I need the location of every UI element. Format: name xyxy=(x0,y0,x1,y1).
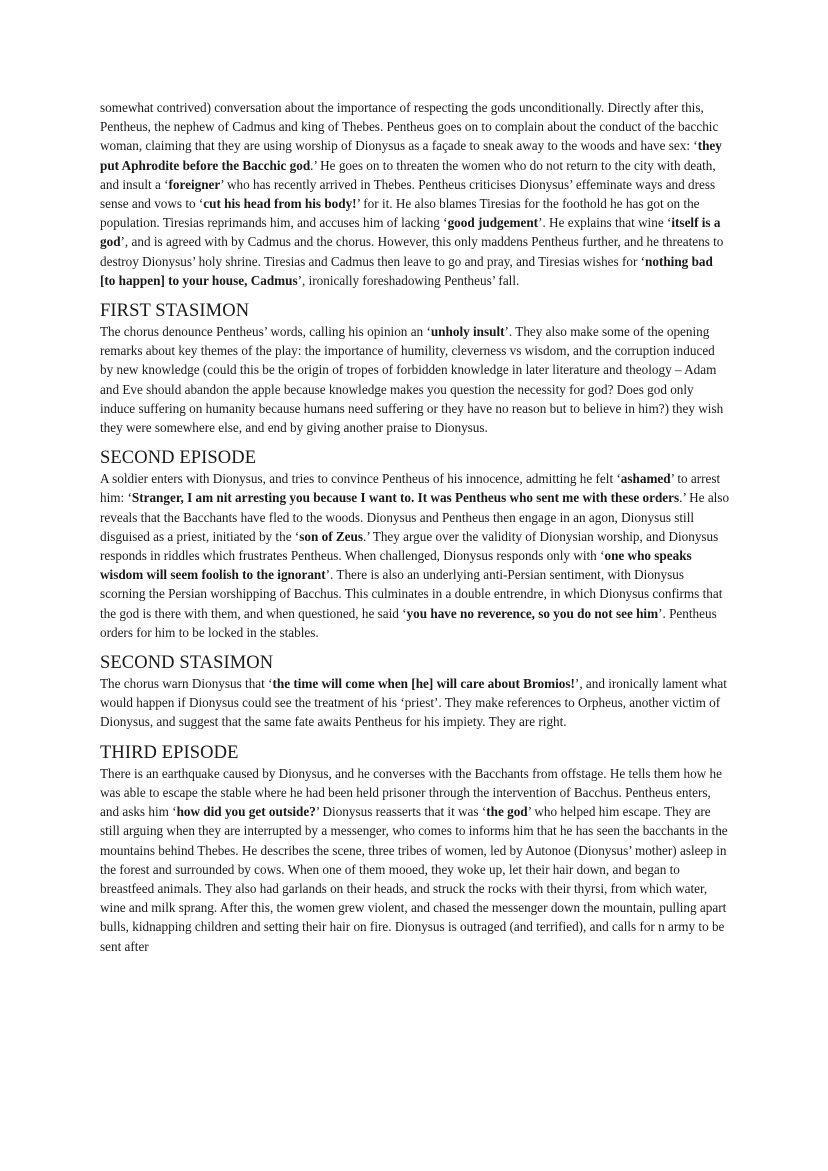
quote-span: foreigner xyxy=(168,176,221,192)
paragraph-third-episode xyxy=(100,764,730,956)
text-span: A soldier enters with Dionysus, and tries to convince Pentheus of his innocence, admitting he felt ‘ xyxy=(100,471,621,487)
text-span: ’ for it. He also blames Tiresias for the foothold he has got on the population. Tiresias reprimands him, and accuses him of lacking ‘ xyxy=(100,196,700,231)
quote-span: Stranger, I am nit arresting you because I want to. It was Pentheus who sent me with these orders xyxy=(131,490,680,506)
heading-second-episode: SECOND EPISODE xyxy=(100,448,257,469)
paragraph-first-stasimon xyxy=(100,322,730,437)
paragraph-second-episode xyxy=(100,469,730,642)
text-span: ’ who helped him escape. They are still arguing when they are interrupted by a messenger, who comes to informs him that he has seen the bacchants in the mountains behind Thebes. He describes the scene, three tribes of women, led by Autonoe (Dionysus’ mother) asleep in the forest and surrounded by cows. When one of them mooed, they woke up, let their hair down, and began to breastfeed animals. They also had garlands on their heads, and struck the rocks with their thyrsi, from which water, wine and milk sprang. After this, the women grew violent, and chased the messenger down the mountain, pulling apart bulls, kidnapping children and setting their hair on fire. Dionysus is outraged (and terrified), and calls for n army to be sent after xyxy=(100,804,728,954)
quote-span: one who speaks wisdom will seem foolish to the ignorant xyxy=(100,548,692,583)
text-span: ’. There is also an underlying anti-Persian sentiment, with Dionysus scorning the Persian worshipping of Bacchus. This culminates in a double entrendre, in which Dionysus confirms that the god is there with them, and when questioned, he said ‘ xyxy=(100,567,723,621)
heading-second-stasimon: SECOND STASIMON xyxy=(100,653,274,674)
text-span: ’, and ironically lament what would happen if Dionysus could see the treatment of his ‘priest’. They make references to Orpheus, another victim of Dionysus, and suggest that the same fate awaits Pentheus for his impiety. They are right. xyxy=(100,676,727,730)
quote-span: they put Aphrodite before the Bacchic god xyxy=(100,138,722,173)
text-span: ’. He explains that wine ‘ xyxy=(538,215,672,231)
text-span: ’ to arrest him: ‘ xyxy=(100,471,721,506)
text-span: ’ who has recently arrived in Thebes. Pentheus criticises Dionysus’ effeminate ways and dress sense and vows to ‘ xyxy=(100,176,716,212)
text-span: ’. Pentheus orders for him to be locked in the stables. xyxy=(100,605,717,640)
text-span: ’, ironically foreshadowing Pentheus’ fall. xyxy=(297,272,520,288)
text-span: ’. They also make some of the opening remarks about key themes of the play: the importance of humility, cleverness vs wisdom, and the corruption induced by new knowledge (could this be the origin of tropes of forbidden knowledge in later literature and theology – Adam and Eve should abandon the apple because knowledge makes you question the necessity for god? Does god only induce suffering on humanity because humans need suffering or they have no reason but to believe in him?) they wish they were somewhere else, and end by giving another praise to Dionysus. xyxy=(100,324,724,436)
quote-span: you have no reverence, so you do not see him xyxy=(406,605,659,621)
text-span: .’ He also reveals that the Bacchants have fled to the woods. Dionysus and Pentheus then engage in an agon, Dionysus still disguised as a priest, initiated by the ‘ xyxy=(100,490,730,544)
text-span: There is an earthquake caused by Dionysus, and he converses with the Bacchants from offstage. He tells them how he was able to escape the stable where he had been held prisoner through the intervention of Bacchus. Pentheus enters, and asks him ‘ xyxy=(100,765,722,820)
quote-span: how did you get outside? xyxy=(176,804,316,820)
quote-span: cut his head from his body! xyxy=(203,196,357,212)
quote-span: ashamed xyxy=(620,471,671,487)
text-span: somewhat contrived) conversation about the importance of respecting the gods unconditionally. Directly after this, Pentheus, the nephew of Cadmus and king of Thebes. Pentheus goes on to complain about the conduct of the bacchic woman, claiming that they are using worship of Dionysus as a façade to sneak away to the woods and have sex: ‘ xyxy=(100,100,719,154)
text-span: .’ He goes on to threaten the women who do not return to the city with death, and insult a ‘ xyxy=(100,157,716,192)
text-span: The chorus denounce Pentheus’ words, calling his opinion an ‘ xyxy=(100,324,431,340)
paragraph-pentheus-intro xyxy=(100,98,730,290)
heading-third-episode: THIRD EPISODE xyxy=(100,742,239,763)
paragraph-second-stasimon xyxy=(100,674,730,732)
quote-span: good judgement xyxy=(447,215,539,231)
document-page xyxy=(100,98,730,956)
text-span: .’ They argue over the validity of Dionysian worship, and Dionysus responds in riddles which frustrates Pentheus. When challenged, Dionysus responds only with ‘ xyxy=(100,528,719,564)
quote-span: the god xyxy=(486,804,528,820)
heading-first-stasimon: FIRST STASIMON xyxy=(100,301,250,322)
quote-span: unholy insult xyxy=(430,324,505,340)
text-span: ’ Dionysus reasserts that it was ‘ xyxy=(315,804,487,820)
quote-span: nothing bad [to happen] to your house, Cadmus xyxy=(100,253,713,288)
quote-span: son of Zeus xyxy=(299,528,364,544)
text-span: The chorus warn Dionysus that ‘ xyxy=(100,676,273,692)
text-span: ’, and is agreed with by Cadmus and the chorus. However, this only maddens Pentheus further, and he threatens to destroy Dionysus’ holy shrine. Tiresias and Cadmus then leave to go and pray, and Tiresias wishes for ‘ xyxy=(100,234,724,269)
quote-span: itself is a god xyxy=(100,215,721,250)
quote-span: the time will come when [he] will care about Bromios! xyxy=(272,676,575,692)
